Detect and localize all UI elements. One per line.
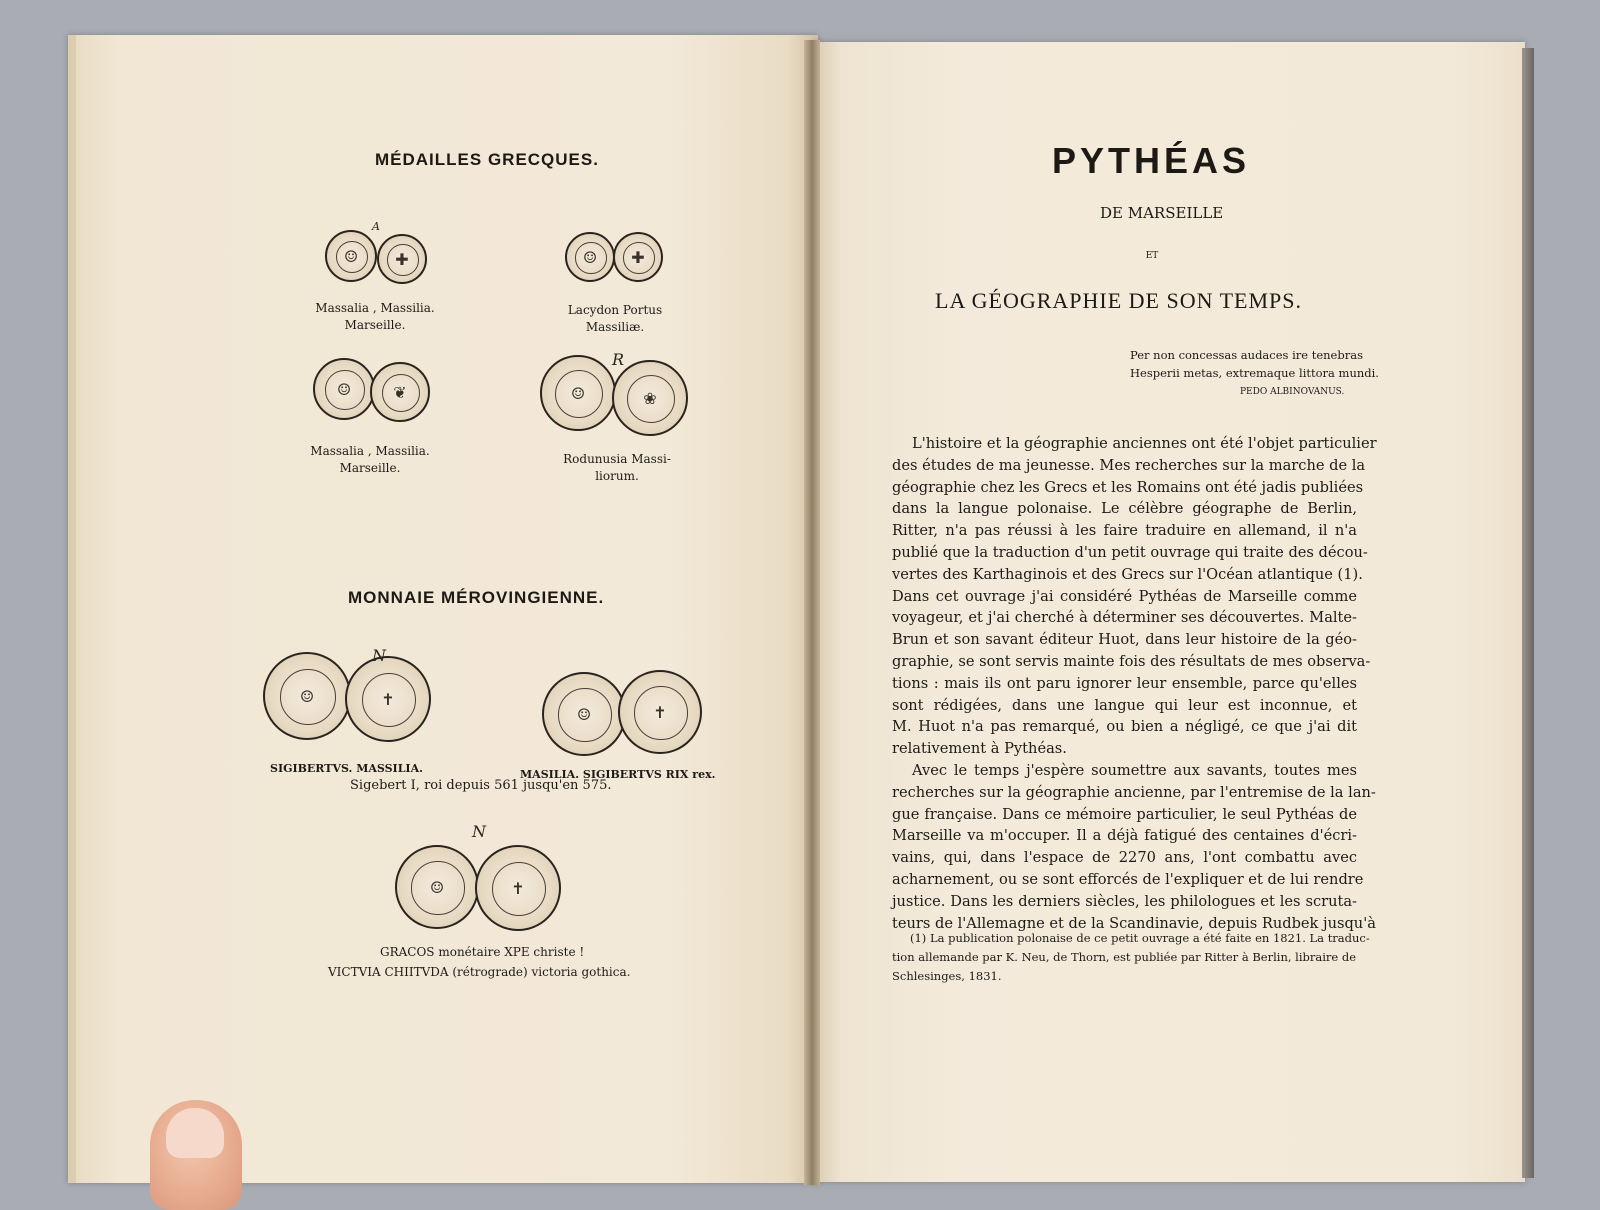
body-line: géographie chez les Grecs et les Romains ont été jadis publiées — [892, 478, 1364, 496]
coin-mark-n-2: N — [472, 822, 486, 841]
body-line: relativement à Pythéas. — [892, 740, 1067, 758]
coin-2-caption-line-2: Massiliæ. — [585, 320, 645, 334]
gothic-caption-line-2: VICTVIA CHIITVDA (rétrograde) victoria gothica. — [328, 965, 631, 979]
coin-greek-3-reverse: ❦ — [370, 362, 430, 422]
coin-merov-1-obverse: ☺ — [263, 652, 351, 740]
body-line: L'histoire et la géographie anciennes ont été l'objet particulier — [912, 435, 1377, 452]
coin-2-caption-line-1: Lacydon Portus — [567, 303, 663, 317]
body-line: tions : mais ils ont paru ignorer leur ensemble, parce qu'elles — [892, 674, 1357, 692]
coin-mark-r: R — [612, 350, 625, 369]
book-title: PYTHÉAS — [1052, 140, 1251, 181]
coin-merov-2-obverse: ☺ — [542, 672, 626, 756]
body-line: vertes des Karthaginois et des Grecs sur l'Océan atlantique (1). — [892, 565, 1363, 583]
coin-gothic-obverse: ☺ — [395, 845, 479, 929]
epigraph-line-1: Per non concessas audaces ire tenebras — [1130, 348, 1363, 362]
coin-1-caption-line-2: Marseille. — [344, 318, 406, 332]
coin-greek-1-reverse: ✚ — [377, 234, 427, 284]
book-spine — [804, 40, 820, 1185]
coin-mark-a: A — [372, 220, 380, 233]
body-line: voyageur, et j'ai cherché à déterminer ses découvertes. Malte- — [892, 609, 1357, 627]
body-line: Brun et son savant éditeur Huot, dans leur histoire de la géo- — [892, 631, 1357, 649]
body-line: Marseille va m'occuper. Il a déjà fatigué des centaines d'écri- — [892, 827, 1357, 845]
body-line: Ritter, n'a pas réussi à les faire traduire en allemand, il n'a — [892, 522, 1357, 540]
footnote-line: (1) La publication polonaise de ce petit ouvrage a été faite en 1821. La traduc- — [910, 931, 1370, 945]
body-line: dans la langue polonaise. Le célèbre géographe de Berlin, — [892, 500, 1357, 518]
merovingian-caption-left: SIGIBERTVS. MASSILIA. — [270, 762, 423, 775]
body-line: recherches sur la géographie ancienne, par l'entremise de la lan- — [892, 783, 1376, 801]
merovingian-coin-heading: MONNAIE MÉROVINGIENNE. — [348, 588, 605, 607]
coin-4-caption-line-2: liorum. — [595, 469, 639, 483]
coin-mark-n-1: N — [372, 646, 386, 665]
body-line: gue française. Dans ce mémoire particulier, le seul Pythéas de — [892, 805, 1357, 823]
body-line: sont rédigées, dans une langue qui leur est inconnue, et — [892, 696, 1357, 714]
coin-greek-4-reverse: ❀ — [612, 360, 688, 436]
body-line: acharnement, ou se sont efforcés de l'expliquer et de lui rendre — [892, 871, 1364, 888]
body-line: publié que la traduction d'un petit ouvrage qui traite des décou- — [892, 544, 1368, 561]
coin-1-caption-line-1: Massalia , Massilia. — [315, 301, 435, 315]
body-line: M. Huot n'a pas remarqué, ou bien a négligé, ce que j'ai dit — [892, 718, 1357, 736]
subtitle-geographie: LA GÉOGRAPHIE DE SON TEMPS. — [935, 288, 1303, 313]
coin-greek-2-reverse: ✚ — [613, 232, 663, 282]
coin-gothic-reverse: ✝ — [475, 845, 561, 931]
merovingian-subcaption: Sigebert I, roi depuis 561 jusqu'en 575. — [350, 778, 612, 793]
cover-edge — [1522, 48, 1534, 1178]
coin-greek-3-obverse: ☺ — [313, 358, 375, 420]
coin-3-caption-line-2: Marseille. — [339, 461, 401, 475]
body-line: vains, qui, dans l'espace de 2270 ans, l'ont combattu avec — [892, 849, 1357, 867]
epigraph-author: PEDO ALBINOVANUS. — [1240, 387, 1345, 397]
epigraph-line-2: Hesperii metas, extremaque littora mundi. — [1130, 366, 1379, 380]
gothic-caption-line-1: GRACOS monétaire XPE christe ! — [380, 945, 585, 959]
subtitle-de-marseille: DE MARSEILLE — [1100, 204, 1224, 222]
coin-greek-2-obverse: ☺ — [565, 232, 615, 282]
coin-greek-4-obverse: ☺ — [540, 355, 616, 431]
thumbnail-nail — [166, 1108, 224, 1158]
body-line: teurs de l'Allemagne et de la Scandinavie, depuis Rudbek jusqu'à — [892, 914, 1376, 932]
footnote-line: tion allemande par K. Neu, de Thorn, est publiée par Ritter à Berlin, libraire de — [892, 950, 1357, 964]
footnote-line: Schlesinges, 1831. — [892, 969, 1002, 983]
coin-merov-2-reverse: ✝ — [618, 670, 702, 754]
body-line: des études de ma jeunesse. Mes recherches sur la marche de la — [892, 456, 1366, 474]
left-page — [68, 35, 818, 1183]
body-line: Avec le temps j'espère soumettre aux savants, toutes mes — [912, 762, 1357, 779]
subtitle-et: ET — [1145, 251, 1159, 261]
merovingian-caption-right: MASILIA. SIGIBERTVS RIX rex. — [520, 768, 716, 781]
coin-greek-1-obverse: ☺ — [325, 230, 377, 282]
body-line: Dans cet ouvrage j'ai considéré Pythéas de Marseille comme — [892, 587, 1357, 605]
coin-3-caption-line-1: Massalia , Massilia. — [310, 444, 430, 458]
coin-merov-1-reverse: ✝ — [345, 656, 431, 742]
body-line: justice. Dans les derniers siècles, les philologues et les scruta- — [892, 892, 1357, 910]
greek-coins-heading: MÉDAILLES GRECQUES. — [375, 150, 599, 169]
coin-4-caption-line-1: Rodunusia Massi- — [563, 452, 671, 466]
body-line: graphie, se sont servis mainte fois des résultats de mes observa- — [892, 653, 1371, 670]
